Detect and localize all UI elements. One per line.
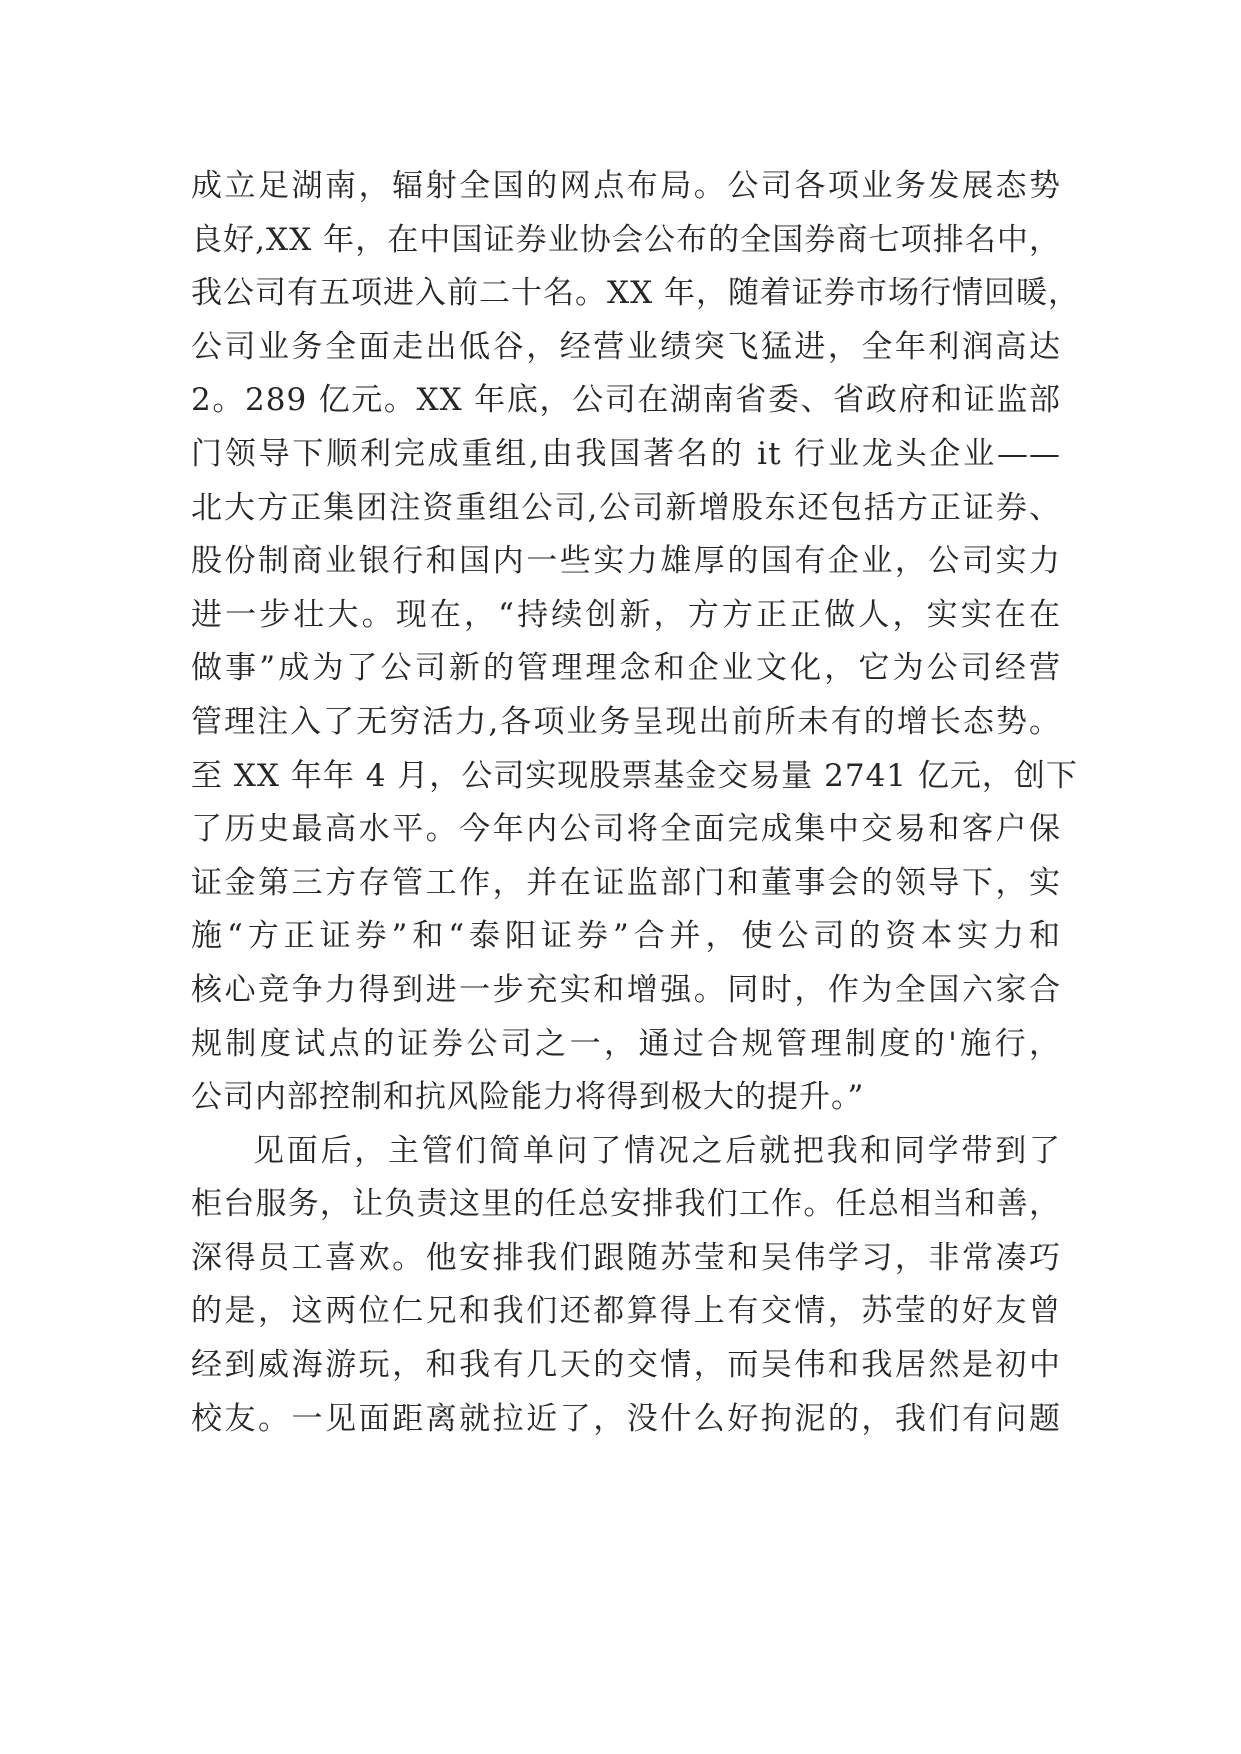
text-line: 至 XX 年年 4 月，公司实现股票基金交易量 2741 亿元，创下 [191, 757, 1078, 794]
paragraph-end-line: 公司内部控制和抗风险能力将得到极大的提升。” [191, 1079, 865, 1116]
text-line: 柜台服务，让负责这里的任总安排我们工作。任总相当和善， [191, 1186, 1061, 1223]
text-line: 我公司有五项进入前二十名。XX 年，随着证券市场行情回暖， [191, 275, 1080, 312]
text-line: 了历史最高水平。今年内公司将全面完成集中交易和客户保 [191, 811, 1061, 848]
text-line: 经到威海游玩，和我有几天的交情，而吴伟和我居然是初中 [191, 1347, 1061, 1384]
text-line: 股份制商业银行和国内一些实力雄厚的国有企业，公司实力 [191, 543, 1061, 580]
body-text [191, 160, 1080, 1446]
text-line: 北大方正集团注资重组公司,公司新增股东还包括方正证券、 [191, 489, 1061, 526]
text-line: 深得员工喜欢。他安排我们跟随苏莹和吴伟学习，非常凑巧 [191, 1239, 1061, 1276]
text-line: 证金第三方存管工作，并在证监部门和董事会的领导下，实 [191, 864, 1061, 901]
text-line: 核心竞争力得到进一步充实和增强。同时，作为全国六家合 [191, 971, 1061, 1008]
text-line: 进一步壮大。现在，“持续创新，方方正正做人，实实在在 [191, 596, 1061, 633]
text-line: 校友。一见面距离就拉近了，没什么好拘泥的，我们有问题 [191, 1400, 1061, 1437]
text-line: 成立足湖南，辐射全国的网点布局。公司各项业务发展态势 [191, 168, 1061, 204]
text-line: 规制度试点的证券公司之一，通过合规管理制度的'施行， [191, 1025, 1061, 1062]
paragraph-start-line: 见面后，主管们简单问了情况之后就把我和同学带到了 [253, 1132, 1061, 1169]
text-line: 施“方正证券”和“泰阳证券”合并，使公司的资本实力和 [191, 918, 1061, 955]
text-line: 的是，这两位仁兄和我们还都算得上有交情，苏莹的好友曾 [191, 1293, 1061, 1330]
text-line: 门领导下顺利完成重组,由我国著名的 it 行业龙头企业—— [191, 435, 1061, 472]
text-line: 管理注入了无穷活力,各项业务呈现出前所未有的增长态势。 [191, 703, 1061, 740]
text-line: 做事”成为了公司新的管理理念和企业文化，它为公司经营 [191, 650, 1061, 687]
text-line: 良好,XX 年，在中国证券业协会公布的全国券商七项排名中， [191, 221, 1061, 258]
text-line: 2。289 亿元。XX 年底，公司在湖南省委、省政府和证监部 [191, 382, 1061, 419]
text-line: 公司业务全面走出低谷，经营业绩突飞猛进，全年利润高达 [191, 328, 1061, 365]
